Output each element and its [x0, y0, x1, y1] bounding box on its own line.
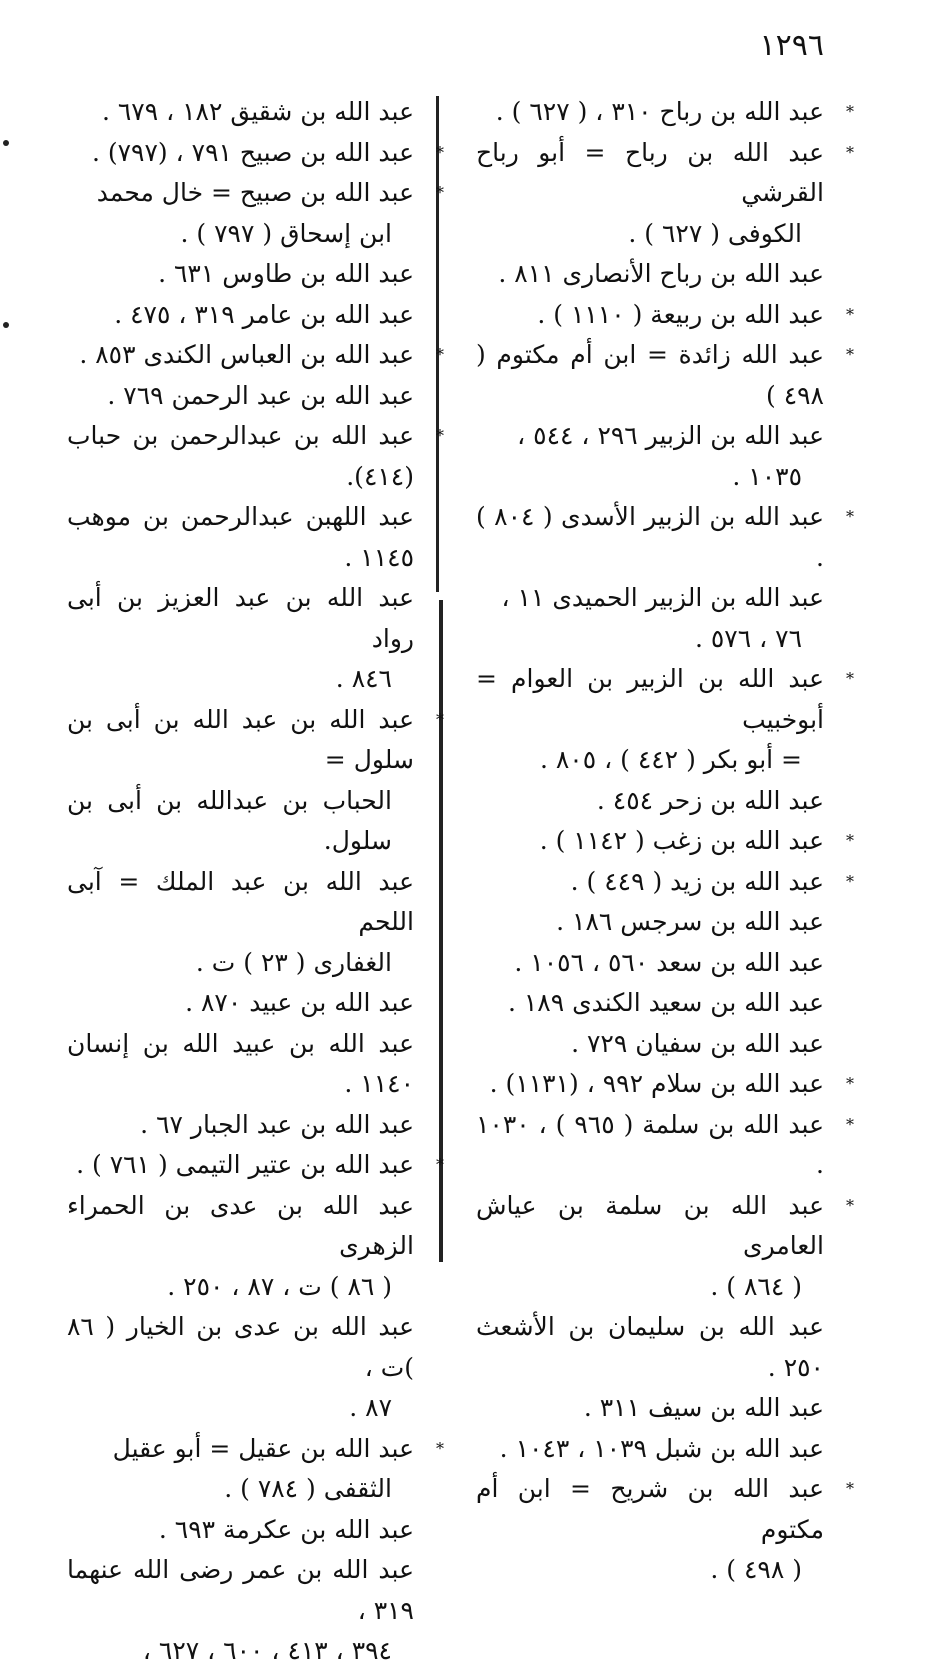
- entry-text: عبد الله بن عبد الملك = آبى اللحم: [67, 866, 414, 936]
- index-entry: [67, 1024, 422, 1105]
- entry-text: عبد الله بن سلام ٩٩٢ ، (١١٣١) .: [489, 1069, 824, 1098]
- entry-text: عبد الله بن عبيد ٨٧٠ .: [185, 988, 414, 1017]
- entry-text: عبد الله بن سعد ٥٦٠ ، ١٠٥٦ .: [514, 947, 824, 977]
- asterisk-marker: *: [846, 1479, 854, 1498]
- entry-text: عبد الله بن شقيق ١٨٢ ، ٦٧٩ .: [101, 97, 414, 126]
- entry-text: عبد الله بن عبيد الله بن إنسان ١١٤٠ .: [67, 1028, 414, 1098]
- asterisk-marker: *: [436, 1155, 444, 1174]
- entry-text: عبد الله بن عامر ٣١٩ ، ٤٧٥ .: [114, 299, 414, 329]
- entry-text: عبد الله بن عدى بن الخيار ( ٨٦ )ت ،: [67, 1312, 414, 1382]
- margin-mark: [3, 140, 9, 146]
- index-entry: [476, 983, 832, 1024]
- page-number: ١٢٩٦: [759, 28, 824, 63]
- index-entry: [476, 497, 854, 578]
- index-entry: [476, 1064, 854, 1105]
- entry-text: عبد الله بن طاوس ٦٣١ .: [158, 259, 414, 288]
- asterisk-marker: *: [436, 142, 444, 162]
- entry-text: عبد الله بن عمر رضى الله عنهما ٣١٩ ،: [67, 1555, 414, 1625]
- asterisk-marker: *: [846, 142, 854, 162]
- asterisk-marker: *: [846, 102, 854, 121]
- entry-text: عبد الله بن زيد ( ٤٤٩ ) .: [570, 866, 824, 896]
- index-entry: [476, 578, 832, 659]
- index-entry: [67, 1307, 422, 1429]
- entry-text: عبد الله بن الزبير ٢٩٦ ، ٥٤٤ ،: [517, 421, 824, 450]
- index-column-left: [67, 92, 444, 1672]
- entry-text: عبد الله بن العباس الكندى ٨٥٣ .: [79, 340, 414, 369]
- entry-text: عبد الله بن زحر ٤٥٤ .: [596, 785, 824, 815]
- entry-continuation: الحباب بن عبدالله بن أبى بن سلول.: [67, 785, 392, 855]
- index-entry: [476, 1024, 832, 1065]
- entry-text: عبد اللهبن عبدالرحمن بن موهب ١١٤٥ .: [67, 502, 414, 572]
- entry-text: عبد الله بن رباح ٣١٠ ، ( ٦٢٧ ) .: [495, 97, 824, 126]
- index-entry: [476, 416, 832, 497]
- entry-text: عبد الله بن عبد الجبار ٦٧ .: [140, 1109, 414, 1139]
- asterisk-marker: *: [846, 304, 854, 324]
- entry-text: عبد الله بن سرجس ١٨٦ .: [556, 907, 824, 936]
- entry-text: عبد الله بن صبيح = خال محمد: [96, 178, 414, 207]
- index-entry: [67, 1550, 422, 1672]
- index-entry: [476, 1429, 832, 1470]
- entry-continuation: ( ٨٦ ) ت ، ٨٧ ، ٢٥٠ .: [167, 1271, 392, 1301]
- entry-text: عبد الله بن رباح = أبو رباح القرشي: [476, 137, 824, 207]
- entry-continuation: ١٠٣٥ .: [732, 461, 802, 491]
- index-entry: [476, 1307, 832, 1388]
- entry-text: عبد الله بن سلمة ( ٩٦٥ ) ، ١٠٣٠ .: [476, 1109, 824, 1179]
- entry-text: عبد الله بن صبيح ٧٩١ ، (٧٩٧) .: [91, 137, 414, 167]
- entry-text: عبد الله بن عقيل = أبو عقيل: [112, 1433, 414, 1463]
- entry-continuation: الكوفى ( ٦٢٧ ) .: [628, 218, 802, 248]
- asterisk-marker: *: [436, 709, 444, 729]
- entry-text: عبد الله بن عدى بن الحمراء الزهرى: [67, 1190, 414, 1260]
- index-entry: [67, 92, 422, 133]
- index-entry: [67, 578, 422, 700]
- entry-continuation: ابن إسحاق ( ٧٩٧ ) .: [180, 218, 392, 248]
- entry-text: عبد الله زائدة = ابن أم مكتوم ( ٤٩٨ ): [476, 340, 824, 410]
- asterisk-marker: *: [846, 1114, 854, 1134]
- index-entry: [67, 983, 422, 1024]
- index-entry: [67, 497, 422, 578]
- asterisk-marker: *: [436, 183, 444, 202]
- entry-text: عبد الله بن عبدالرحمن بن حباب (٤١٤).: [67, 421, 414, 491]
- entry-text: عبد الله بن عكرمة ٦٩٣ .: [158, 1514, 414, 1544]
- asterisk-marker: *: [846, 871, 854, 891]
- entry-text: عبد الله بن عبد العزيز بن أبى رواد: [67, 583, 414, 653]
- entry-text: عبد الله بن سفيان ٧٢٩ .: [571, 1028, 824, 1058]
- index-entry: [476, 1105, 854, 1186]
- asterisk-marker: *: [436, 426, 444, 445]
- index-entry: [476, 659, 854, 781]
- entry-text: عبد الله بن شريح = ابن أم مكتوم: [476, 1474, 824, 1544]
- index-entry: [67, 173, 444, 254]
- index-column-right: [476, 92, 854, 1591]
- entry-continuation: ( ٨٦٤ ) .: [710, 1271, 802, 1301]
- asterisk-marker: *: [846, 831, 854, 850]
- entry-continuation: ٨٤٦ .: [335, 664, 392, 693]
- entry-text: عبد الله بن الزبير الأسدى ( ٨٠٤ ) .: [476, 502, 824, 572]
- index-entry: [67, 862, 422, 984]
- entry-text: عبد الله بن عتير التيمى ( ٧٦١ ) .: [76, 1150, 414, 1179]
- asterisk-marker: *: [436, 1438, 444, 1458]
- asterisk-marker: *: [846, 507, 854, 526]
- index-entry: [67, 1145, 444, 1186]
- entry-text: عبد الله بن سليمان بن الأشعث ٢٥٠ .: [476, 1312, 824, 1382]
- index-entry: [67, 295, 422, 336]
- entry-text: عبد الله بن شبل ١٠٣٩ ، ١٠٤٣ .: [499, 1433, 824, 1463]
- index-entry: [67, 1510, 422, 1551]
- entry-text: عبد الله بن سعيد الكندى ١٨٩ .: [507, 988, 824, 1017]
- index-entry: [67, 1105, 422, 1146]
- entry-continuation: الثقفى ( ٧٨٤ ) .: [224, 1474, 392, 1503]
- entry-continuation: ٨٧ .: [349, 1393, 392, 1422]
- index-entry: [476, 862, 854, 903]
- asterisk-marker: *: [436, 345, 444, 364]
- entry-text: عبد الله بن عبد الله بن أبى بن سلول =: [67, 704, 414, 774]
- asterisk-marker: *: [846, 1195, 854, 1215]
- index-entry: [67, 335, 444, 376]
- asterisk-marker: *: [846, 669, 854, 688]
- index-entry: [67, 416, 444, 497]
- index-entry: [476, 943, 832, 984]
- index-entry: [476, 295, 854, 336]
- index-entry: [67, 133, 444, 174]
- entry-text: عبد الله بن الزبير الحميدى ١١ ،: [501, 583, 824, 612]
- entry-text: عبد الله بن سلمة بن عياش العامرى: [476, 1190, 824, 1260]
- index-entry: [67, 254, 422, 295]
- index-entry: [67, 1429, 444, 1510]
- entry-text: عبد الله بن زغب ( ١١٤٢ ) .: [539, 826, 824, 855]
- entry-text: عبد الله بن سيف ٣١١ .: [583, 1393, 824, 1422]
- entry-continuation: ٧٦ ، ٥٧٦ .: [694, 623, 802, 653]
- index-entry: [476, 1388, 832, 1429]
- index-entry: [476, 335, 854, 416]
- index-entry: [476, 781, 832, 822]
- index-entry: [476, 1469, 854, 1591]
- entry-continuation: ( ٤٩٨ ) .: [710, 1555, 802, 1584]
- entry-text: عبد الله بن عبد الرحمن ٧٦٩ .: [107, 380, 414, 410]
- asterisk-marker: *: [846, 1074, 854, 1093]
- index-entry: [476, 92, 854, 133]
- index-entry: [476, 902, 832, 943]
- entry-text: عبد الله بن الزبير بن العوام = أبوخبيب: [476, 664, 824, 734]
- entry-continuation: = أبو بكر ( ٤٤٢ ) ، ٨٠٥ .: [539, 745, 802, 774]
- index-entry: [476, 1186, 854, 1308]
- index-entry: [476, 821, 854, 862]
- index-entry: [67, 1186, 422, 1308]
- index-entry: [476, 254, 832, 295]
- margin-mark: [3, 322, 9, 328]
- entry-continuation: ٣٩٤ ، ٤١٣ ، ٦٠٠ ، ٦٢٧ ،: [142, 1636, 392, 1665]
- asterisk-marker: *: [846, 345, 854, 364]
- entry-text: عبد الله بن ربيعة ( ١١١٠ ) .: [537, 299, 824, 329]
- index-entry: [476, 133, 854, 255]
- entry-text: عبد الله بن رباح الأنصارى ٨١١ .: [498, 259, 824, 288]
- index-entry: [67, 376, 422, 417]
- index-entry: [67, 700, 444, 862]
- entry-continuation: الغفارى ( ٢٣ ) ت .: [195, 947, 392, 977]
